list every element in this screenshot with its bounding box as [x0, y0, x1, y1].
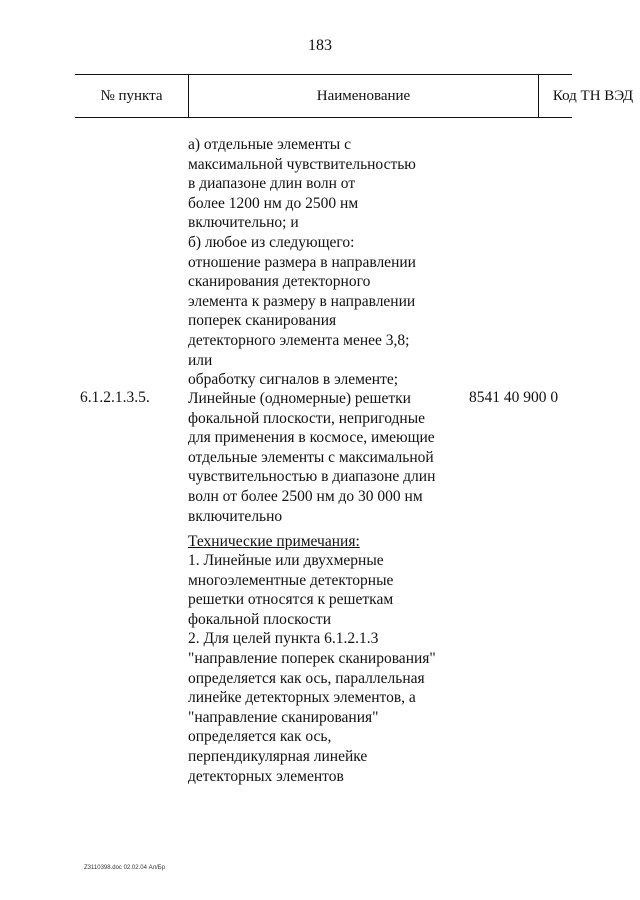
note-line: линейке детекторных элементов, а: [188, 689, 416, 707]
notes-heading: Технические примечания:: [188, 533, 360, 550]
text-line: обработку сигналов в элементе;: [188, 371, 399, 389]
text-line: элемента к размеру в направлении: [188, 292, 416, 310]
technical-notes: [188, 551, 436, 786]
note-line: перпендикулярная линейке: [188, 747, 368, 765]
note-line: "направление поперек сканирования": [188, 649, 436, 667]
header-name-column: Наименование: [188, 75, 539, 117]
text-line: включительно; и: [188, 214, 299, 232]
text-line: или: [188, 351, 213, 369]
note-line: 1. Линейные или двухмерные: [188, 552, 384, 569]
note-line: решетки относятся к решеткам: [188, 591, 394, 609]
note-line: детекторных элементов: [188, 767, 344, 785]
note-line: "направление сканирования": [188, 708, 379, 726]
text-line: поперек сканирования: [188, 312, 337, 330]
text-line: а) отдельные элементы с: [188, 136, 351, 153]
header-code-column: Код ТН ВЭД: [552, 88, 634, 104]
header-number-column: № пункта: [100, 88, 163, 104]
note-line: фокальной плоскости: [188, 610, 331, 628]
note-line: определяется как ось, параллельная: [188, 669, 425, 687]
text-line: максимальной чувствительностью: [188, 155, 416, 173]
text-line: отдельные элементы с максимальной: [188, 448, 434, 466]
text-line: включительно: [188, 507, 283, 525]
note-line: определяется как ось,: [188, 728, 332, 746]
text-line: б) любое из следующего:: [188, 233, 355, 251]
item-number: 6.1.2.1.3.5.: [80, 389, 150, 406]
text-line: фокальной плоскости, непригодные: [188, 409, 426, 427]
text-line: волн от более 2500 нм до 30 000 нм: [188, 487, 423, 505]
note-line: многоэлементные детекторные: [188, 571, 394, 589]
text-line: детекторного элемента менее 3,8;: [188, 331, 410, 349]
text-line: Линейные (одномерные) решетки: [188, 390, 411, 407]
text-line: сканирования детекторного: [188, 273, 371, 291]
text-line: для применения в космосе, имеющие: [188, 429, 435, 447]
page-number: 183: [308, 37, 332, 54]
table-header: [75, 74, 634, 118]
text-line: отношение размера в направлении: [188, 253, 416, 271]
text-line: более 1200 нм до 2500 нм: [188, 194, 359, 212]
note-line: 2. Для целей пункта 6.1.2.1.3: [188, 630, 379, 648]
item-description: [188, 389, 435, 526]
text-line: в диапазоне длин волн от: [188, 175, 356, 193]
item-code: 8541 40 900 0: [469, 389, 559, 406]
text-line: чувствительностью в диапазоне длин: [188, 468, 436, 486]
document-footer: Z3110398.doc 02.02.04 Ал/Бр: [84, 865, 166, 871]
item-description-continuation: [188, 135, 416, 390]
